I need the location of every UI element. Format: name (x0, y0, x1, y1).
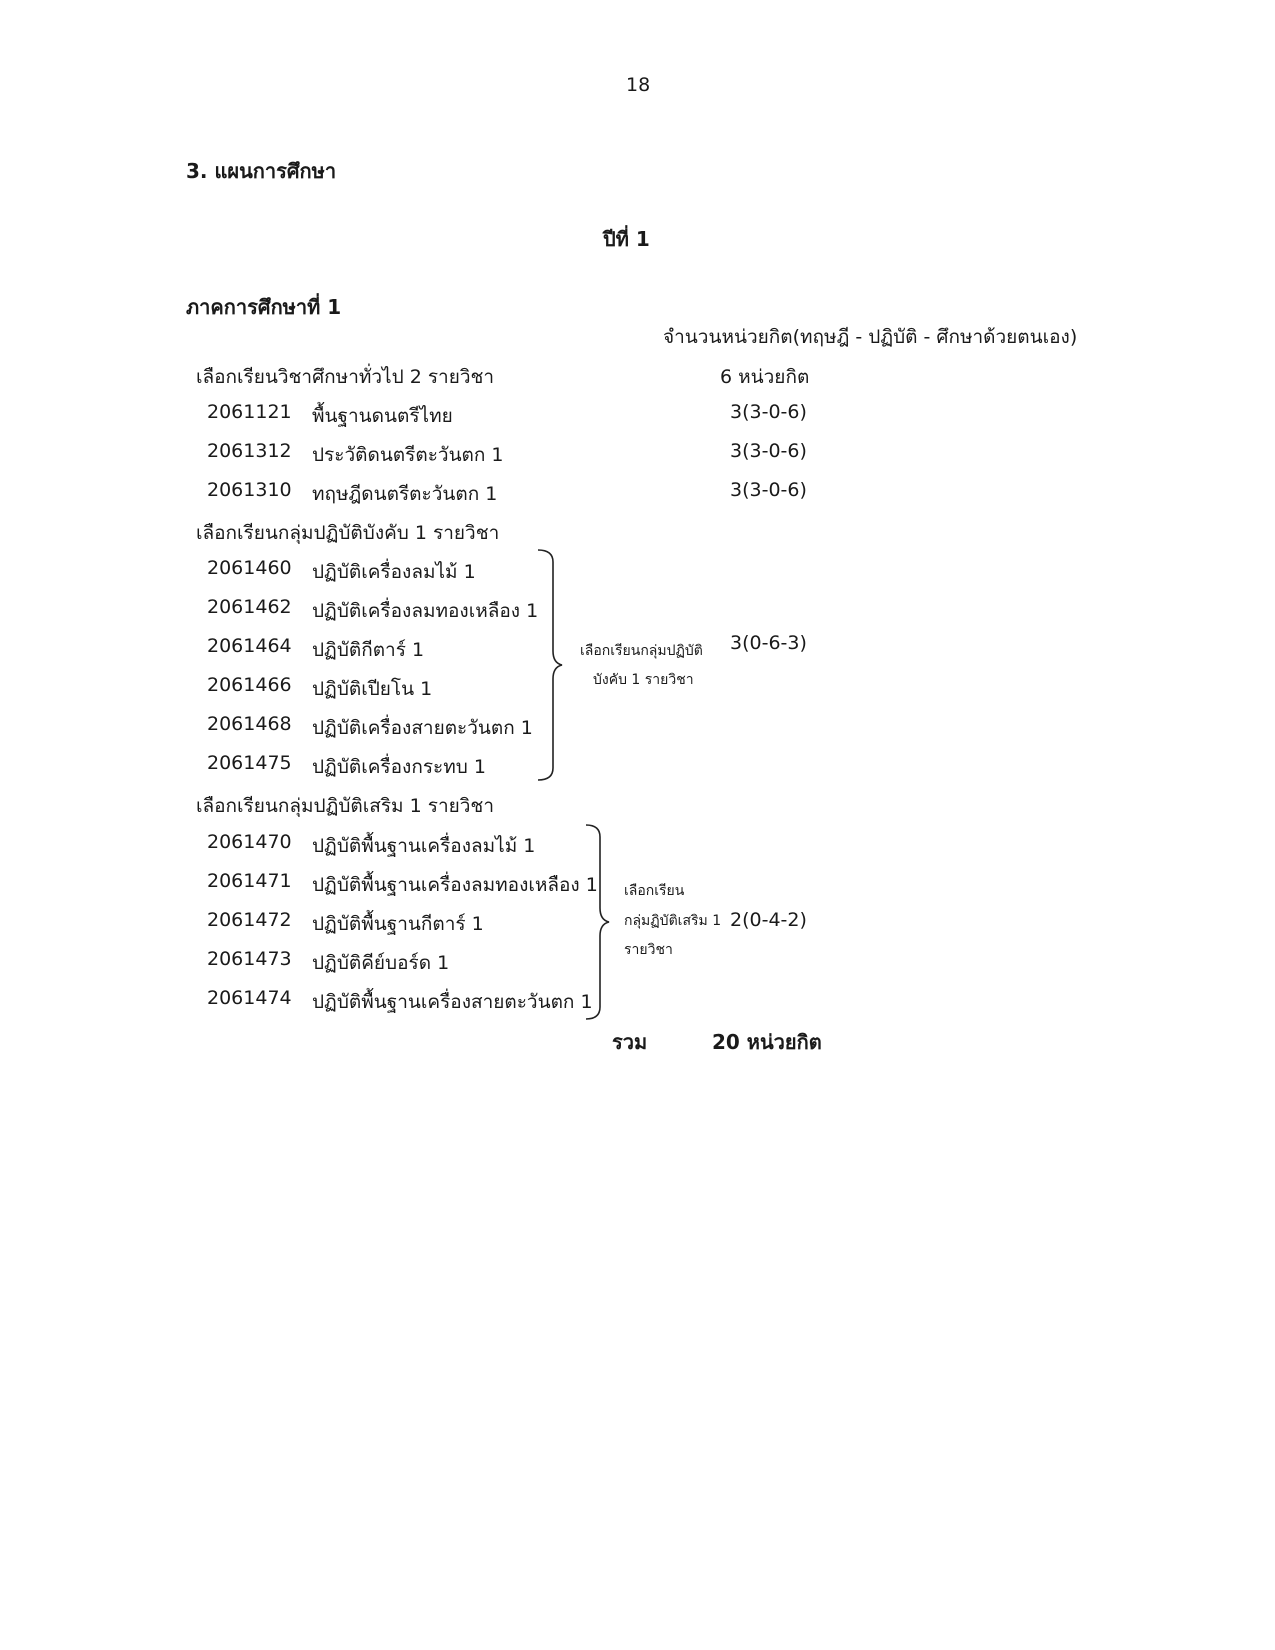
course-name: ประวัติดนตรีตะวันตก 1 (312, 444, 504, 466)
group2-brace (532, 548, 564, 782)
group1-label: เลือกเรียนวิชาศึกษาทั่วไป 2 รายวิชา (196, 366, 495, 388)
course-code: 2061312 (207, 440, 292, 462)
course-name: ปฏิบัติเครื่องลมไม้ 1 (312, 561, 476, 583)
course-credit: 3(3-0-6) (730, 479, 807, 501)
course-code: 2061462 (207, 596, 292, 618)
course-name: ปฏิบัติเครื่องสายตะวันตก 1 (312, 717, 533, 739)
course-code: 2061472 (207, 909, 292, 931)
group3-note: เลือกเรียน (624, 883, 685, 899)
course-name: ปฏิบัติเครื่องลมทองเหลือง 1 (312, 600, 539, 622)
course-name: ปฏิบัติพื้นฐานเครื่องสายตะวันตก 1 (312, 991, 593, 1013)
group3-note: รายวิชา (624, 942, 673, 958)
course-code: 2061468 (207, 713, 292, 735)
year-title: ปีที่ 1 (603, 227, 650, 251)
course-code: 2061471 (207, 870, 292, 892)
course-code: 2061464 (207, 635, 292, 657)
course-name: ปฏิบัติกีตาร์ 1 (312, 639, 425, 661)
group3-label: เลือกเรียนกลุ่มปฏิบัติเสริม 1 รายวิชา (196, 795, 494, 817)
group3-note: กลุ่มฏิบัติเสริม 1 (624, 913, 722, 929)
course-name: ปฏิบัติเปียโน 1 (312, 678, 433, 700)
course-credit: 3(3-0-6) (730, 401, 807, 423)
course-code: 2061460 (207, 557, 292, 579)
course-code: 2061473 (207, 948, 292, 970)
group2-note: บังคับ 1 รายวิชา (593, 672, 694, 688)
course-credit: 3(3-0-6) (730, 440, 807, 462)
course-code: 2061121 (207, 401, 292, 423)
course-name: ปฏิบัติพื้นฐานกีตาร์ 1 (312, 913, 484, 935)
group2-note: เลือกเรียนกลุ่มปฏิบัติ (580, 643, 703, 659)
course-name: พื้นฐานดนตรีไทย (312, 405, 453, 427)
group2-label: เลือกเรียนกลุ่มปฏิบัติบังคับ 1 รายวิชา (196, 522, 500, 544)
semester-title: ภาคการศึกษาที่ 1 (186, 295, 342, 319)
course-name: ปฏิบัติคีย์บอร์ด 1 (312, 952, 450, 974)
course-name: ปฏิบัติเครื่องกระทบ 1 (312, 756, 486, 778)
course-code: 2061470 (207, 831, 292, 853)
course-code: 2061310 (207, 479, 292, 501)
group2-credit: 3(0-6-3) (730, 632, 807, 654)
credit-header: จำนวนหน่วยกิต(ทฤษฎี - ปฏิบัติ - ศึกษาด้วยตนเอง) (663, 326, 1078, 348)
total-value: 20 หน่วยกิต (712, 1030, 822, 1054)
course-name: ทฤษฎีดนตรีตะวันตก 1 (312, 483, 498, 505)
course-code: 2061475 (207, 752, 292, 774)
group3-brace (582, 823, 614, 1021)
page-number: 18 (626, 74, 651, 96)
group3-credit: 2(0-4-2) (730, 909, 807, 931)
group1-credit: 6 หน่วยกิต (720, 366, 810, 388)
course-name: ปฏิบัติพื้นฐานเครื่องลมไม้ 1 (312, 835, 536, 857)
course-name: ปฏิบัติพื้นฐานเครื่องลมทองเหลือง 1 (312, 874, 598, 896)
total-label: รวม (612, 1030, 648, 1054)
section-heading: 3. แผนการศึกษา (186, 159, 337, 183)
course-code: 2061474 (207, 987, 292, 1009)
course-code: 2061466 (207, 674, 292, 696)
